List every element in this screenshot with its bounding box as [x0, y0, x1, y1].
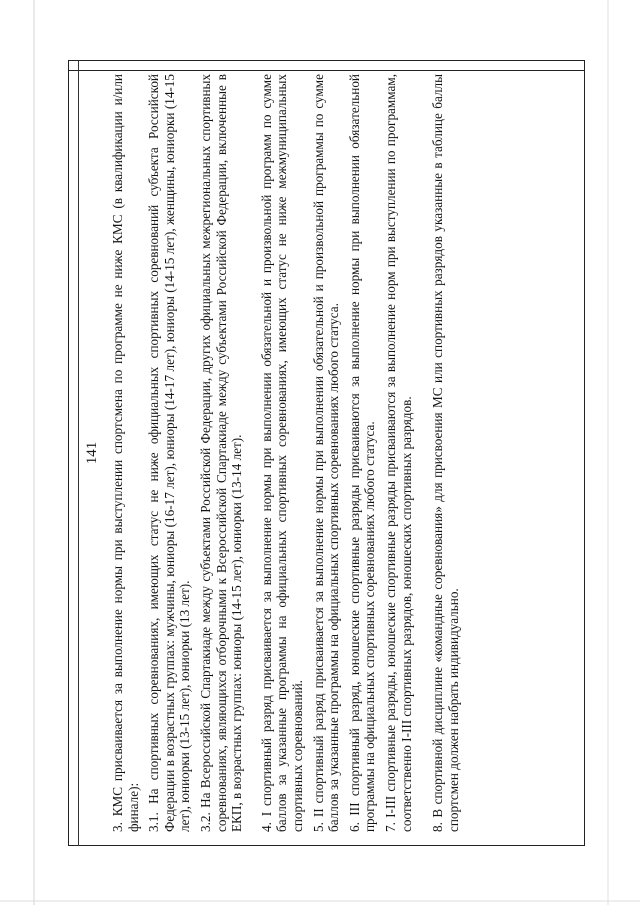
paragraph-3-1: 3.1. На спортивных соревнованиях, имеющих статус не ниже официальных спортивных соревнований субъекта Российской Федерации в возрастных группах: мужчины, юниоры (16-17 лет), юниоры (14-17 лет), юниоры (14-15 лет), женщины, юниорки (14-15 лет), юниорки (13-15 лет), юниорки (13 лет).	[146, 74, 193, 832]
table-cell-text	[110, 74, 466, 832]
paragraph-5: 5. II спортивный разряд присваивается за выполнение нормы при выполнении обязательной и произвольной программы по сумме баллов за указанные программы на официальных спортивных соревнованиях любого статуса.	[310, 74, 342, 832]
paragraph-7: 7. I-III спортивные разряды, юношеские спортивные разряды присваиваются за выполнение норм при выступлении по программам, соответственно I-III спортивных разрядов, юношеских спортивных разрядов.	[382, 74, 414, 832]
rotated-content	[76, 68, 576, 838]
paragraph-3-2: 3.2. На Всероссийской Спартакиаде между субъектами Российской Федерации, других официальных межрегиональных спортивных соревнованиях, являющихся отборочными к Всероссийской Спартакиаде между субъектами Российской Федерации, включенные в ЕКП, в возрастных группах: юниоры (14-15 лет), юниорки (13-14 лет).	[197, 74, 245, 832]
paragraph-3: 3. КМС присваивается за выполнение нормы при выступлении спортсмена по программе не ниже КМС (в квалификации и/или финале):	[110, 74, 141, 832]
paragraph-8: 8. В спортивной дисциплине «командные соревнования» для присвоения МС или спортивных разрядов указанные в таблице баллы спортсмен должен набрать индивидуально.	[430, 74, 461, 832]
page-number: 141	[84, 441, 100, 465]
paragraph-6: 6. III спортивный разряд, юношеские спортивные разряды присваиваются за выполнение нормы при выполнении обязательной программы на официальных спортивных соревнованиях любого статуса.	[346, 74, 378, 832]
paragraph-4: 4. I спортивный разряд присваивается за выполнение нормы при выполнении обязательной и произвольной программ по сумме баллов за указанные программы на официальных спортивных соревнованиях, имеющих статус не ниже межмуниципальных спортивных соревнований.	[258, 74, 305, 832]
